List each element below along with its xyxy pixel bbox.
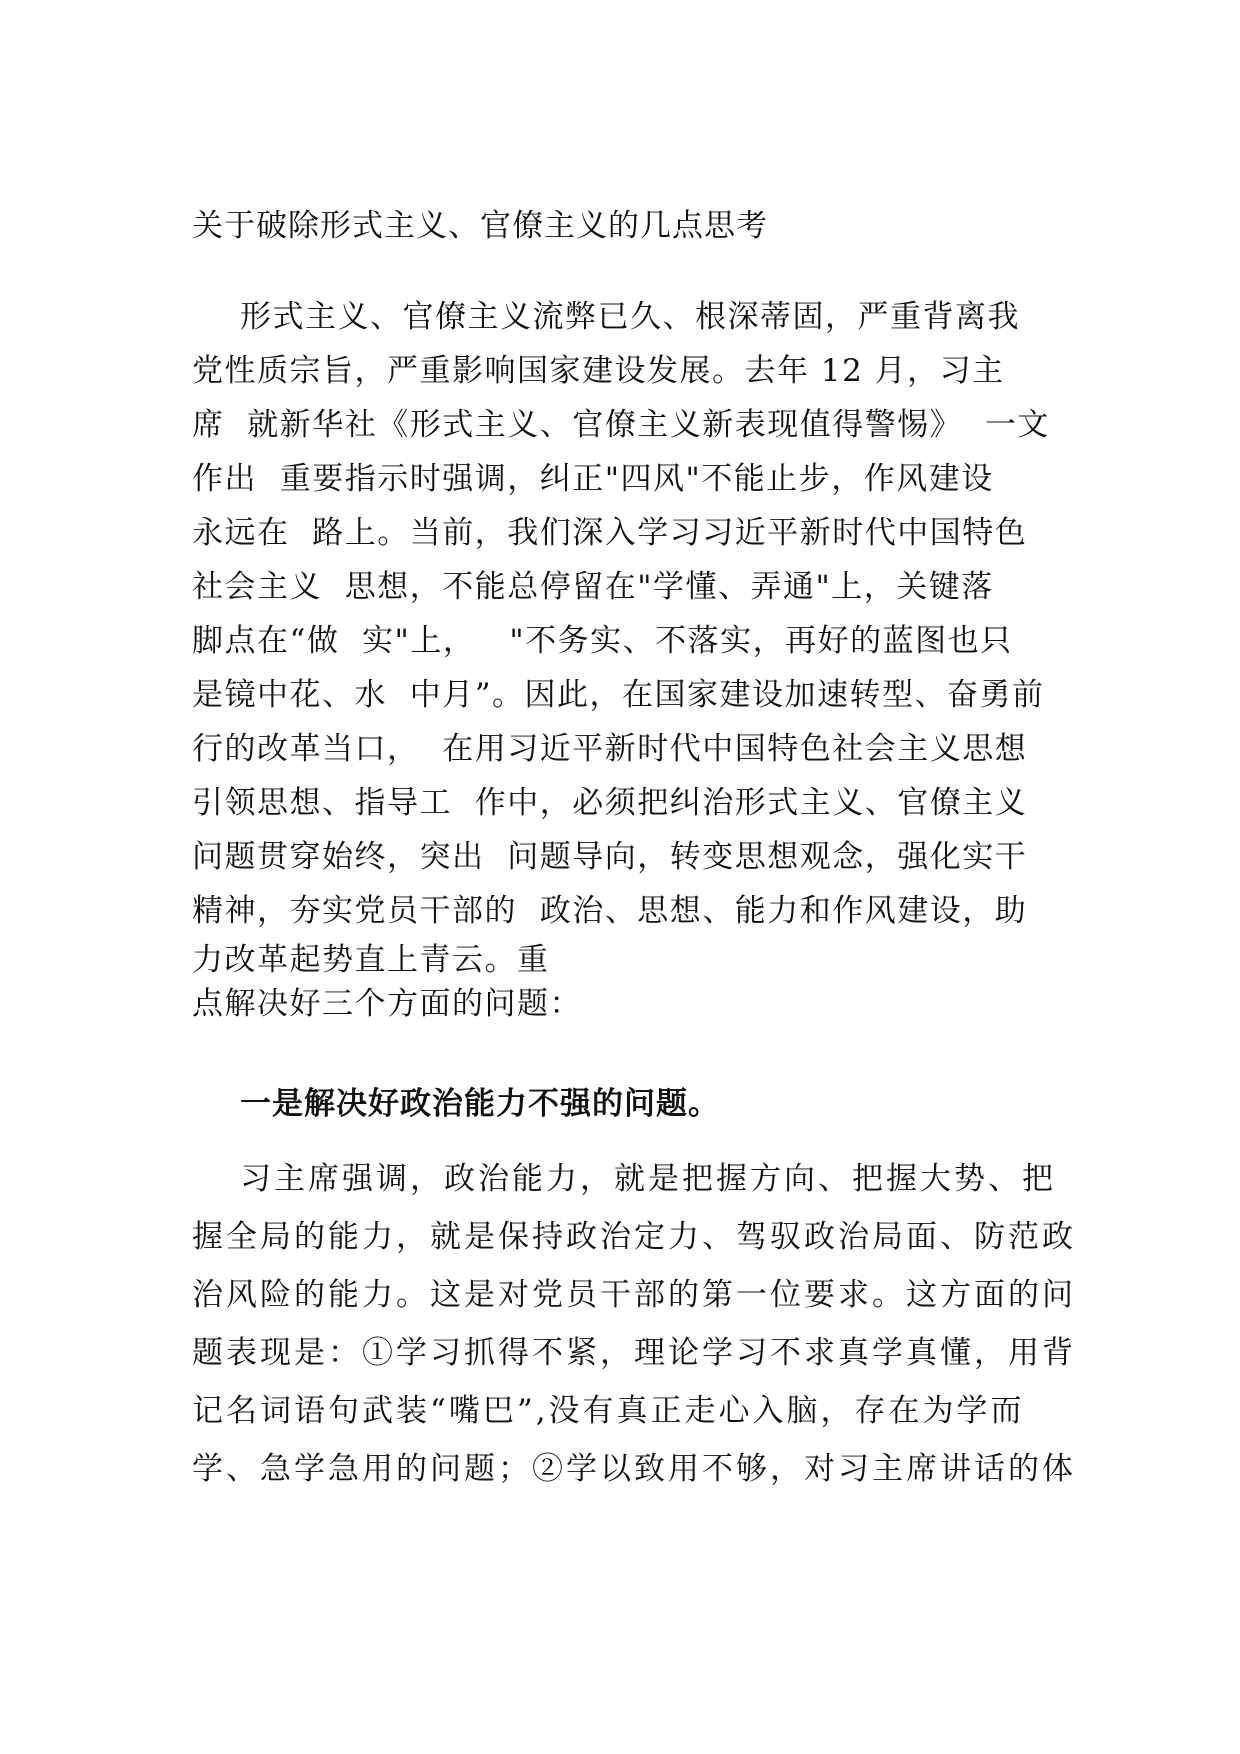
paragraph-line: 社会主义 思想，不能总停留在"学懂、弄通"上，关键落 [192, 569, 994, 605]
paragraph-line: 脚点在“做 实"上， "不务实、不落实，再好的蓝图也只 [192, 623, 1013, 659]
section-paragraph [192, 1150, 1076, 1498]
paragraph-line: 学、急学急用的问题；②学以致用不够，对习主席讲话的体 [192, 1451, 1076, 1487]
paragraph-line: 行的改革当口， 在用习近平新时代中国特色社会主义思想 [192, 731, 1028, 767]
paragraph-line: 永远在 路上。当前，我们深入学习习近平新时代中国特色 [192, 515, 1028, 551]
paragraph-line: 握全局的能力，就是保持政治定力、驾驭政治局面、防范政 [192, 1219, 1076, 1255]
paragraph-line: 力改革起势直上青云。重 [192, 942, 550, 978]
paragraph-line: 是镜中花、水 中月”。因此，在国家建设加速转型、奋勇前 [192, 677, 1045, 713]
paragraph-line: 引领思想、指导工 作中，必须把纠治形式主义、官僚主义 [192, 785, 1028, 821]
paragraph-line: 党性质宗旨，严重影响国家建设发展。去年 12 月，习主 [192, 353, 1005, 389]
paragraph-line: 精神，夯实党员干部的 政治、思想、能力和作风建设，助 [192, 893, 1028, 929]
document-title: 关于破除形式主义、官僚主义的几点思考 [192, 208, 768, 244]
paragraph-line: 席 就新华社《形式主义、官僚主义新表现值得警惕》 一文 [192, 407, 1050, 443]
section-heading: 一是解决好政治能力不强的问题。 [240, 1086, 720, 1122]
paragraph-line: 习主席强调，政治能力，就是把握方向、把握大势、把 [240, 1161, 1056, 1197]
paragraph-line: 作出 重要指示时强调，纠正"四风"不能止步，作风建设 [192, 461, 994, 497]
paragraph-line: 点解决好三个方面的问题： [192, 986, 582, 1022]
paragraph-line: 记名词语句武装“嘴巴”,没有真正走心入脑，存在为学而 [192, 1393, 1025, 1429]
paragraph-line: 形式主义、官僚主义流弊已久、根深蒂固，严重背离我 [240, 299, 1020, 335]
paragraph-line: 治风险的能力。这是对党员干部的第一位要求。这方面的问 [192, 1277, 1076, 1313]
paragraph-line: 问题贯穿始终，突出 问题导向，转变思想观念，强化实干 [192, 839, 1028, 875]
intro-paragraph [192, 290, 1062, 1026]
paragraph-line: 题表现是：①学习抓得不紧，理论学习不求真学真懂，用背 [192, 1335, 1076, 1371]
